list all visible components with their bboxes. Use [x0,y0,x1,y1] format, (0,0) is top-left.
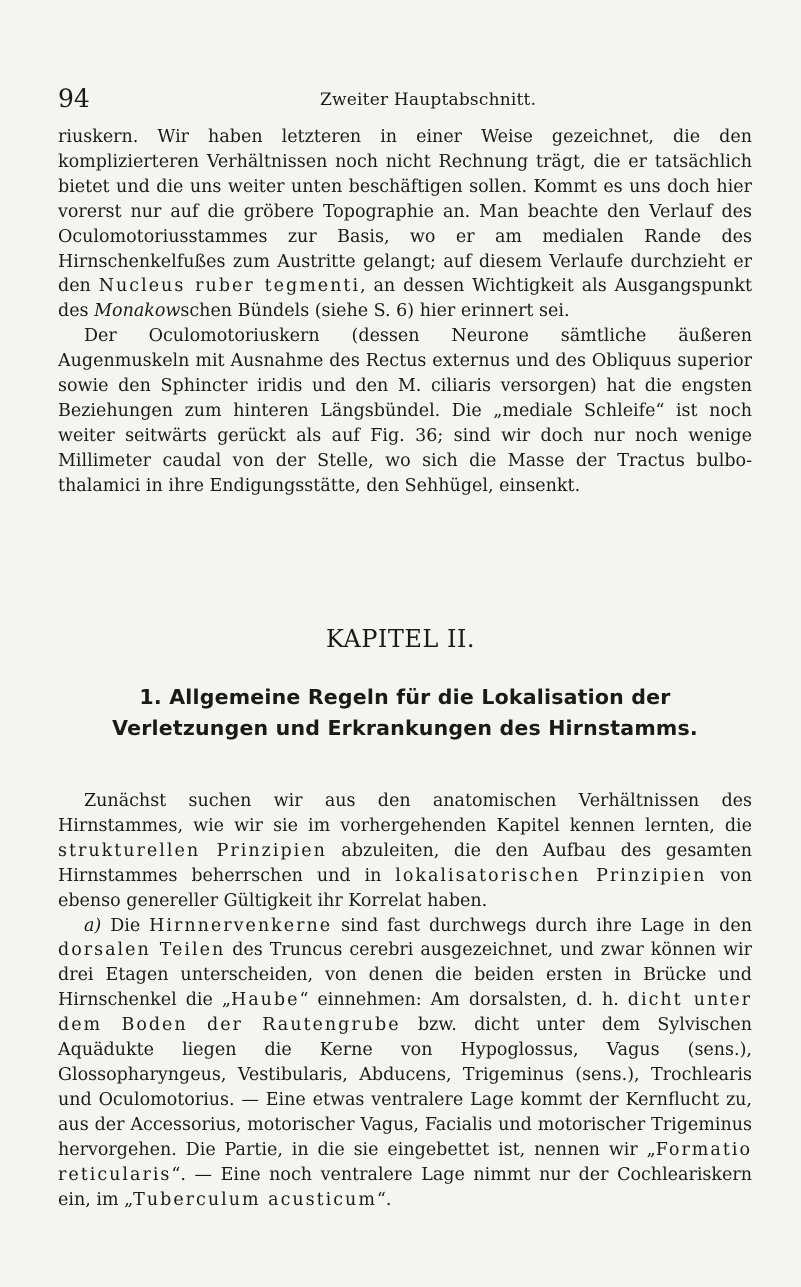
running-head-title: Zweiter Hauptabschnitt. [320,90,537,110]
section-heading: 1. Allgemeine Regeln für die Lokalisation der Verletzungen und Erkrankungen des Hirnstamms. [112,685,698,740]
spaced-term: Nucleus ruber tegmenti [98,276,361,297]
spaced-term: Tuberculum acusticum [133,1189,377,1210]
spaced-term: Formatio reticularis [58,1139,752,1185]
spaced-term: dicht unter dem Boden der Rautengrube [58,990,752,1036]
italic-name: Monakow [94,301,181,322]
paragraph-3: Zunächst suchen wir aus den anatomischen Verhältnissen des Hirnstammes, wie wir sie im vorhergehenden Kapitel kennen lernten, die strukturellen Prinzipien abzuleiten, die den Aufbau des gesamten Hirnstammes beherrschen und in lokalisatorischen Prinzipien von ebenso genereller Gültigkeit ihr Korrelat haben. [58,791,752,911]
paragraph-4: a) Die Hirnnervenkerne sind fast durchwegs durch ihre Lage in den dorsalen Teilen des Truncus cerebri ausgezeichnet, und zwar können wir drei Etagen unterscheiden, von denen die beiden ersten in Brücke und Hirnschenkel die „Haube“ einnehmen: Am dorsalsten, d. h. dicht unter dem Boden der Rautengrube bzw. dicht unter dem Sylvischen Aquädukte liegen die Kerne von Hypoglossus, Vagus (sens.), Glossopharyngeus, Vestibularis, Abducens, Trigeminus (sens.), Trochlearis und Oculomotorius. — Eine etwas ventralere Lage kommt der Kernflucht zu, aus der Accessorius, motorischer Vagus, Facialis und motorischer Trigeminus hervorgehen. Die Partie, in die sie eingebettet ist, nennen wir „Formatio reticularis“. — Eine noch ventralere Lage nimmt nur der Cochleariskern ein, im „Tuberculum acusticum“. [58,915,753,1210]
text-block-bottom [58,789,752,1212]
list-label: a) [84,915,102,936]
text-block-top [58,125,752,499]
page-number: 94 [58,84,90,113]
spaced-term: Haube [230,990,300,1011]
running-head [58,84,758,114]
spaced-term: strukturellen Prinzipien [58,840,327,861]
chapter-heading: KAPITEL II. [325,625,476,653]
paragraph-1: riuskern. Wir haben letzteren in einer Weise gezeichnet, die den komplizierteren Verhältnissen noch nicht Rechnung trägt, die er tatsächlich bietet und die uns weiter unten beschäftigen sollen. Kommt es uns doch hier vorerst nur auf die gröbere Topographie an. Man beachte den Verlauf des Oculomotoriusstammes zur Basis, wo er am medialen Rande des Hirnschenkelfußes zum Austritte gelangt; auf diesem Verlaufe durchzieht er den Nucleus ruber tegmenti, an dessen Wichtigkeit als Ausgangspunkt des Monakowschen Bündels (siehe S. 6) hier erinnert sei. [58,127,752,322]
spaced-term: dorsalen Teilen [58,940,226,961]
spaced-term: lokalisatorischen Prinzipien [395,865,707,886]
paragraph-2: Der Oculomotoriuskern (dessen Neurone sämtliche äußeren Augenmuskeln mit Ausnahme des Rectus externus und des Obliquus superior sowie den Sphincter iridis und den M. ciliaris versorgen) hat die engsten Beziehungen zum hinteren Längsbündel. Die „mediale Schleife“ ist noch weiter seitwärts gerückt als auf Fig. 36; sind wir doch nur noch wenige Millimeter caudal von der Stelle, wo sich die Masse der Tractus bulbo-thalamici in ihre Endigungsstätte, den Sehhügel, einsenkt. [58,326,752,496]
spaced-term: Hirnnervenkerne [149,915,333,936]
